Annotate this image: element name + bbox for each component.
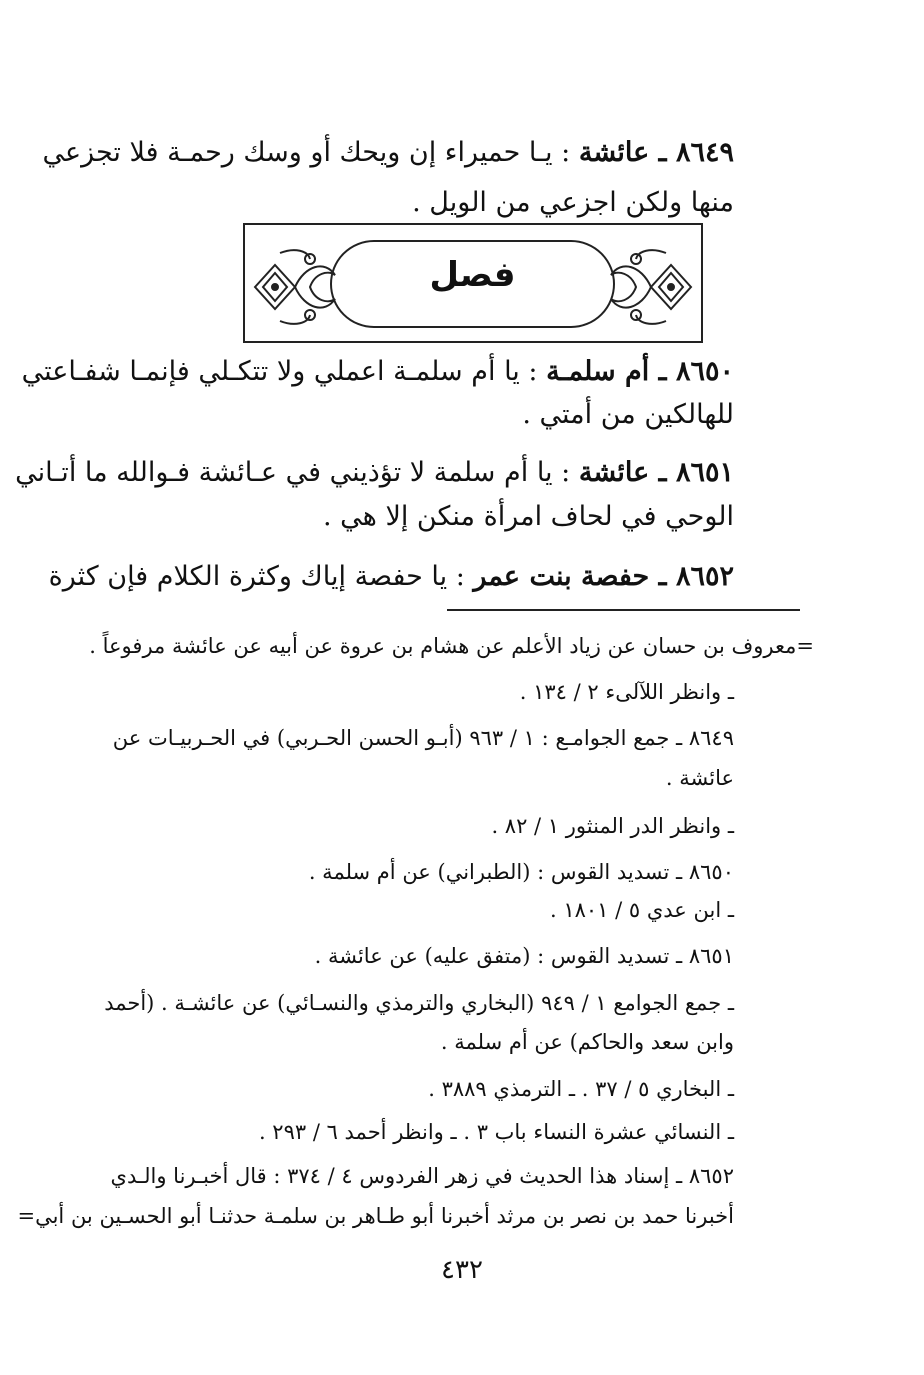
hadith-8649-line-2: منها ولكن اجزعي من الويل . xyxy=(412,187,734,218)
narrator-name: عائشة xyxy=(578,457,650,488)
arabesque-left-icon xyxy=(250,245,340,330)
section-title: فصل xyxy=(429,255,516,295)
narrator-name: حفصة بنت عمر xyxy=(473,561,650,592)
footnote-line: ٨٦٥٢ ـ إسناد هذا الحديث في زهر الفردوس ٤ / ٣٧٤ : قال أخبـرنا والـدي xyxy=(110,1164,734,1188)
hadith-text: : يا أم سلمة لا تؤذيني في عـائشة فـوالله ما أتـاني xyxy=(15,457,571,488)
hadith-8650-line-1: ٨٦٥٠ ـ أم سلمـة : يا أم سلمـة اعملي ولا تتكـلي فإنمـا شفـاعتي xyxy=(21,356,734,387)
hadith-number: ٨٦٥١ xyxy=(675,457,734,488)
footnote-line: ٨٦٤٩ ـ جمع الجوامـع : ١ / ٩٦٣ (أبـو الحسن الحـربي) في الحـربيـات عن xyxy=(112,726,734,750)
hadith-text: : يا أم سلمـة اعملي ولا تتكـلي فإنمـا شفـاعتي xyxy=(21,356,538,387)
footnote-line: ـ ابن عدي ٥ / ١٨٠١ . xyxy=(549,898,734,922)
hadith-8650-line-2: للهالكين من أمتي . xyxy=(522,399,734,430)
footnote-line: عائشة . xyxy=(665,766,734,790)
hadith-8652-line-1: ٨٦٥٢ ـ حفصة بنت عمر : يا حفصة إياك وكثرة الكلام فإن كثرة xyxy=(48,561,734,592)
footnote-line: أخبرنا حمد بن نصر بن مرثد أخبرنا أبو طـاهر بن سلمـة حدثنـا أبو الحسـين بن أبي= xyxy=(17,1204,734,1228)
footnote-line: وابن سعد والحاكم) عن أم سلمة . xyxy=(440,1030,734,1054)
footnote-divider xyxy=(447,609,800,611)
arabesque-right-icon xyxy=(606,245,696,330)
hadith-number: ٨٦٤٩ xyxy=(675,137,734,168)
footnote-line: =معروف بن حسان عن زياد الأعلم عن هشام بن عروة عن أبيه عن عائشة مرفوعاً . xyxy=(89,634,814,658)
footnote-line: ٨٦٥٠ ـ تسديد القوس : (الطبراني) عن أم سلمة . xyxy=(308,860,734,884)
narrator-name: أم سلمـة xyxy=(546,356,650,387)
hadith-number: ٨٦٥٠ xyxy=(675,356,734,387)
footnote-line: ـ البخاري ٥ / ٣٧ . ـ الترمذي ٣٨٨٩ . xyxy=(428,1077,734,1101)
hadith-text: : يا حفصة إياك وكثرة الكلام فإن كثرة xyxy=(48,561,465,592)
hadith-8651-line-2: الوحي في لحاف امرأة منكن إلا هي . xyxy=(322,501,734,532)
hadith-8651-line-1: ٨٦٥١ ـ عائشة : يا أم سلمة لا تؤذيني في عـائشة فـوالله ما أتـاني xyxy=(15,457,734,488)
footnote-line: ـ جمع الجوامع ١ / ٩٤٩ (البخاري والترمذي والنسـائي) عن عائشـة . (أحمد xyxy=(104,991,734,1015)
footnote-line: ـ النسائي عشرة النساء باب ٣ . ـ وانظر أحمد ٦ / ٢٩٣ . xyxy=(258,1120,734,1144)
page-number: ٤٣٢ xyxy=(441,1255,483,1285)
hadith-text: : يـا حميراء إن ويحك أو وسك رحمـة فلا تجزعي xyxy=(42,137,571,168)
footnote-line: ـ وانظر الدر المنثور ١ / ٨٢ . xyxy=(491,814,734,838)
hadith-number: ٨٦٥٢ xyxy=(675,561,734,592)
narrator-name: عائشة xyxy=(578,137,650,168)
hadith-8649-line-1: ٨٦٤٩ ـ عائشة : يـا حميراء إن ويحك أو وسك رحمـة فلا تجزعي xyxy=(42,137,734,168)
footnote-line: ـ وانظر اللآلىء ٢ / ١٣٤ . xyxy=(519,680,734,704)
footnote-line: ٨٦٥١ ـ تسديد القوس : (متفق عليه) عن عائشة . xyxy=(314,944,734,968)
